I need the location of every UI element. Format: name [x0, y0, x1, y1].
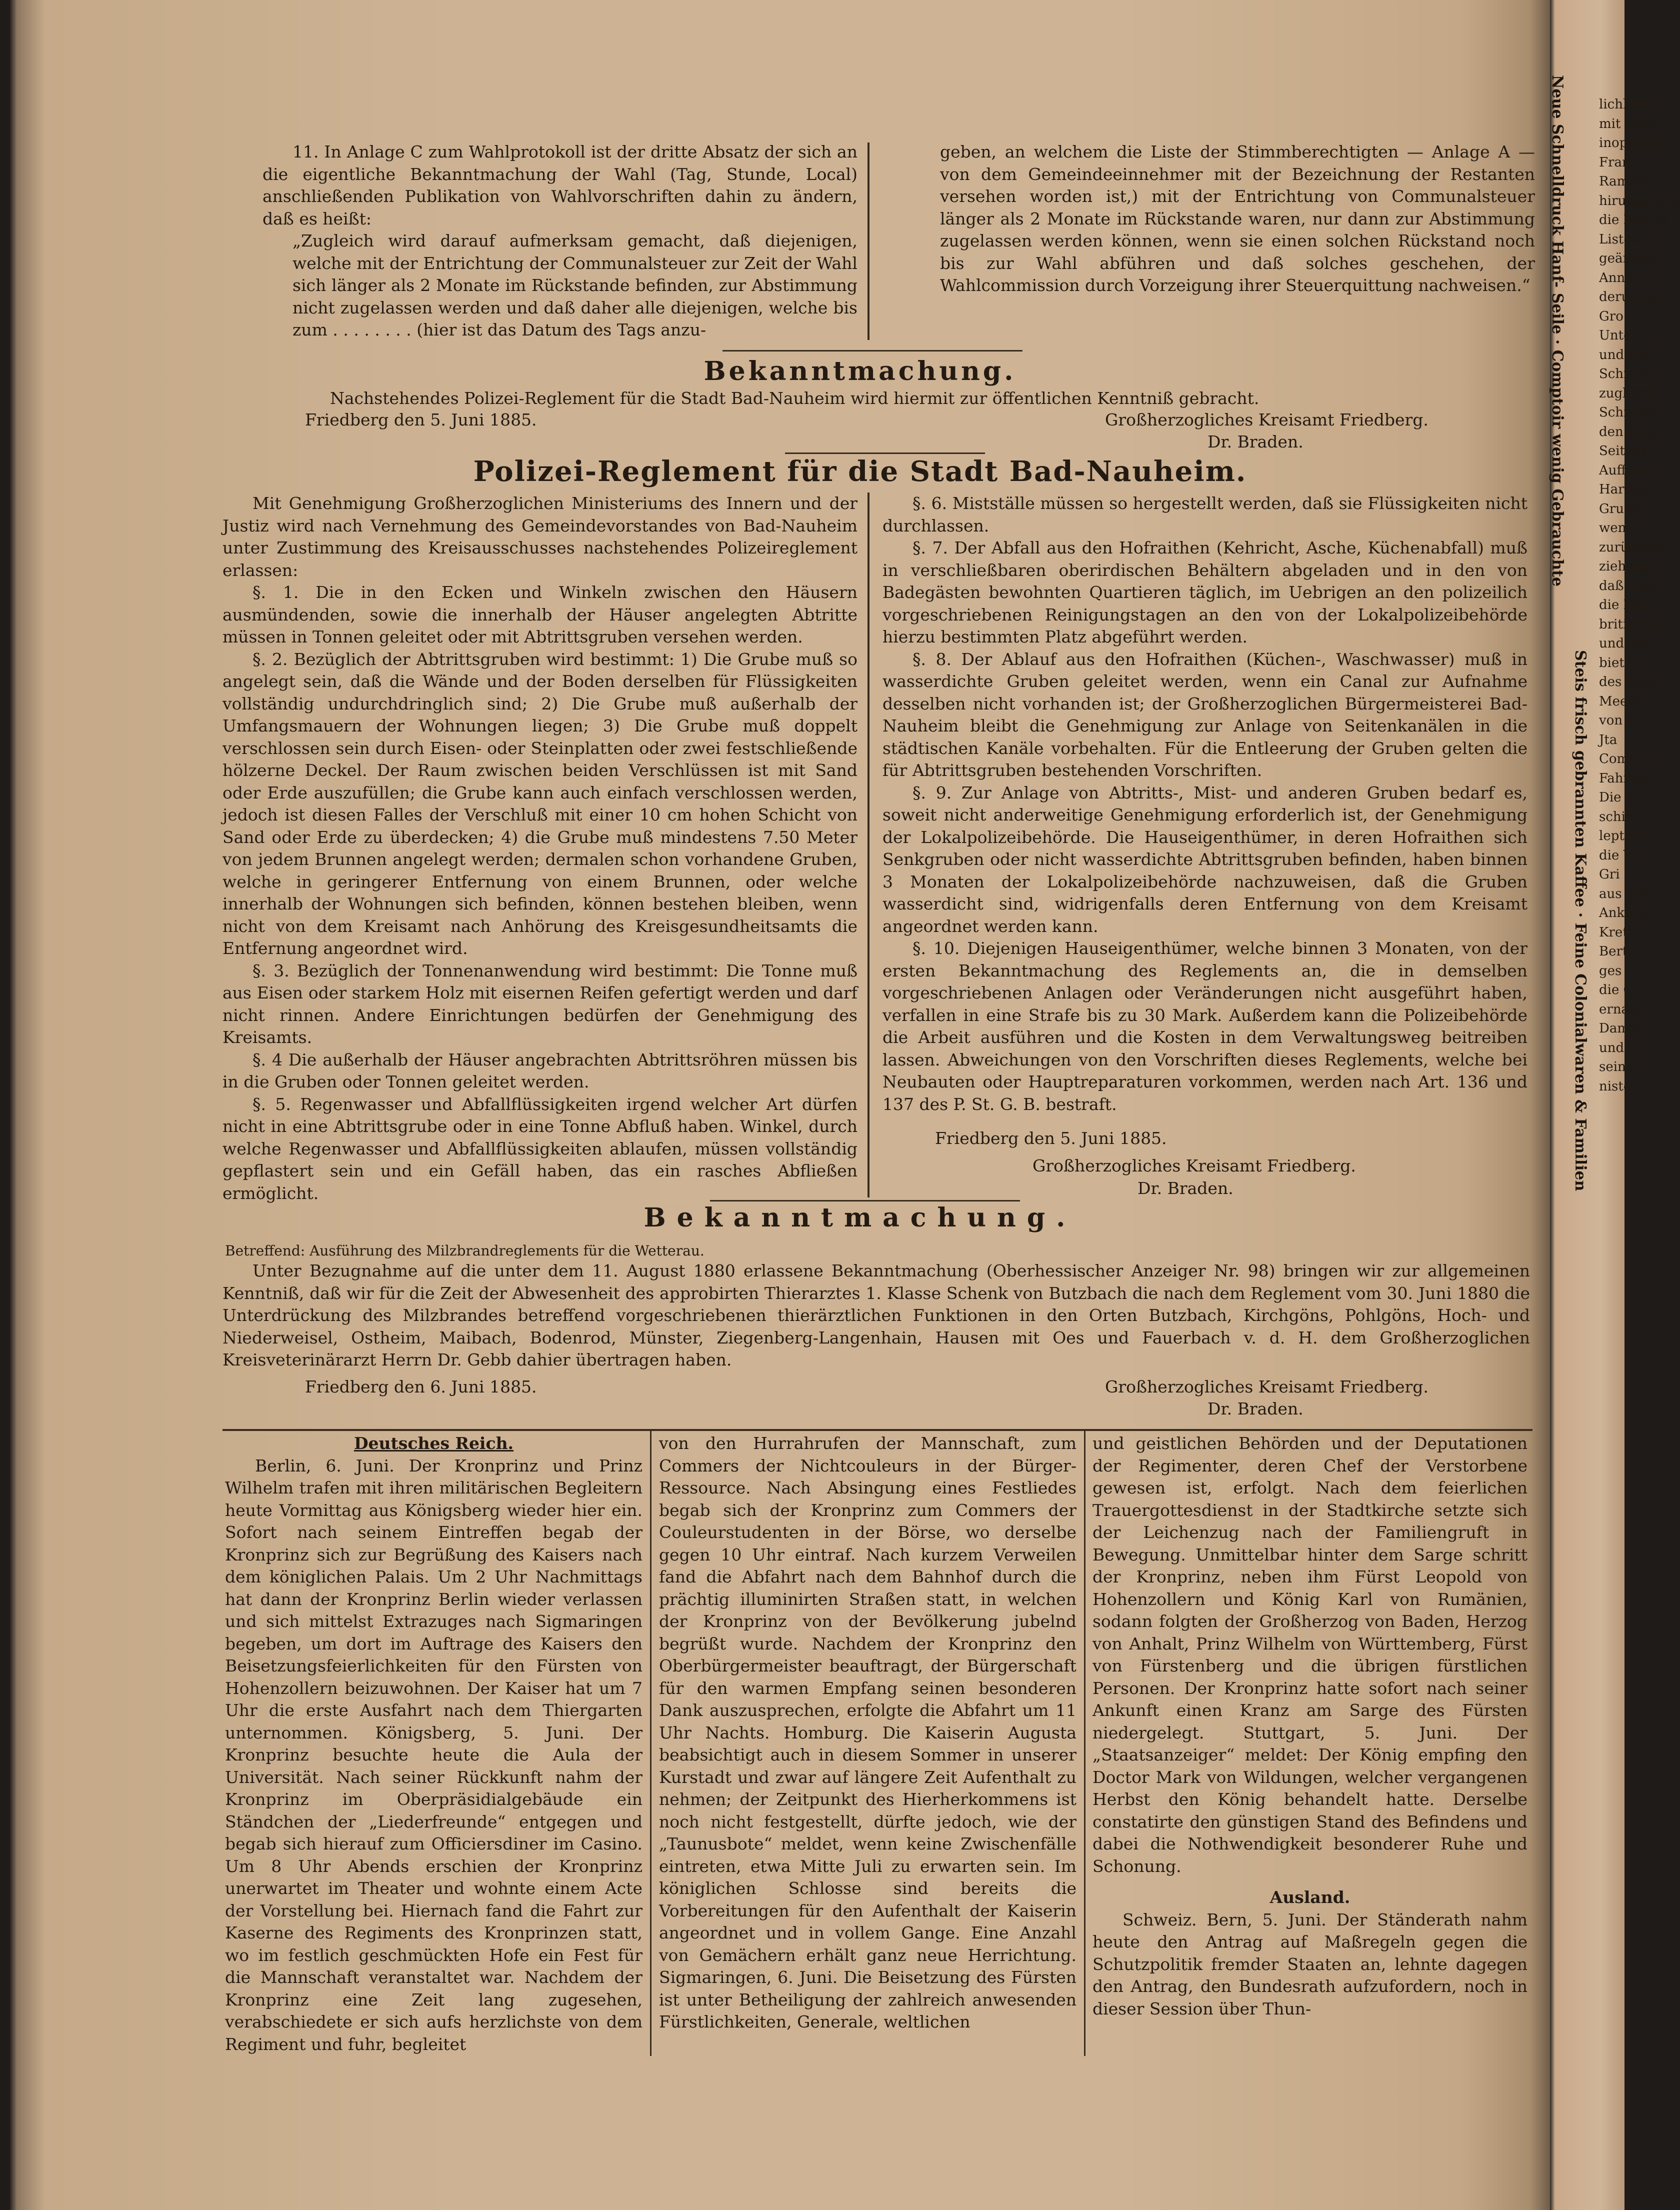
margin-fragment: Listenscru: [1599, 232, 1668, 247]
margin-fragment: Fahrzeu: [1599, 770, 1652, 786]
paragraph-10: §. 10. Diejenigen Hauseigenthümer, welche binnen 3 Monaten, von der ersten Bekanntmachung des Reglements an, die in demselben vorgeschriebenen Anlagen oder Veränderungen nicht ausgeführt haben, verfallen in eine Strafe bis zu 30 Mark. Außerdem kann die Polizeibehörde die Arbeit ausführen und die Kosten in dem Verwaltungsweg beitreiben lassen. Abweichungen von den Vorschriften dieses Reglements, welche bei Neubauten oder Hauptreparaturen vorkommen, werden nach Art. 136 und 137 des P. St. G. B. bestraft.: [882, 938, 1528, 1114]
margin-fragment: Commiss: [1599, 752, 1659, 766]
news-column-rule-1: [650, 1431, 652, 2056]
news-column-3-ausland-text: Schweiz. Bern, 5. Juni. Der Ständerath nahm heute den Antrag auf Maßregeln gegen die Schutzpolitik fremder Staaten an, lehnte dagegen den Antrag, den Bundesrath aufzufordern, noch in dieser Session über Thun-: [1092, 1910, 1528, 2018]
margin-fragment: ernannt: [1599, 1002, 1651, 1017]
margin-fragment: Rammer: [1599, 174, 1656, 189]
top-right-column: [940, 141, 1535, 297]
rule-3: [710, 1200, 1020, 1202]
reglement-title: Polizei-Reglement für die Stadt Bad-Nauheim.: [473, 455, 1247, 488]
reglement-column-rule: [868, 492, 870, 1198]
margin-fragment: die Nige: [1599, 598, 1655, 612]
margin-fragment: und Ge: [1599, 1040, 1646, 1056]
paragraph-9: §. 9. Zur Anlage von Abtritts-, Mist- und anderen Gruben bedarf es, soweit nicht anderweitige Genehmigung erforderlich ist, der Genehmigung der Lokalpolizeibehörde. Die Hauseigenthümer, in deren Hofraithen sich Senkgruben oder nicht wasserdichte Abtrittsgruben befinden, haben binnen 3 Monaten der Lokalpolizeibehörde nachzuweisen, daß die Gruben wasserdicht sind, widrigenfalls deren Entfernung von dem Kreisamt angeordnet werden kann.: [882, 782, 1528, 936]
top-right-paragraph: geben, an welchem die Liste der Stimmberechtigten — Anlage A — von dem Gemeindeeinnehmer mit der Bezeichnung der Restanten versehen worden ist,) mit der Entrichtung von Communalsteuer länger als 2 Monate im Rückstande waren, nur dann zur Abstimmung zugelassen werden können, wenn sie einen solchen Rückstand noch bis zur Wahl abführen und daß solches geschehen, der Wahlcommission durch Vorzeigung ihrer Steuerquittung nachweisen.“: [940, 142, 1535, 295]
section-heading-deutsches-reich: Deutsches Reich.: [354, 1434, 514, 1453]
margin-fragment: britischen: [1599, 616, 1666, 632]
news-column-2: [659, 1432, 1076, 2034]
paragraph-6: §. 6. Mistställe müssen so hergestellt werden, daß sie Flüssigkeiten nicht durchlassen.: [882, 494, 1528, 536]
paragraph-5: §. 5. Regenwasser und Abfallflüssigkeiten irgend welcher Art dürfen nicht in eine Abtrittsgrube oder in eine Tonne Abfluß haben. Winkel, durch welche Regenwasser und Abfallflüssigkeiten ablaufen, müssen vollständig gepflastert sein und ein Gefäll haben, das ein rasches Abfließen ermöglicht.: [222, 1094, 858, 1203]
margin-fragment: die Verb: [1599, 848, 1654, 863]
margin-fragment: Harting: [1599, 482, 1650, 497]
reglement-intro: Mit Genehmigung Großherzoglichen Ministeriums des Innern und der Justiz wird nach Vernehmung des Gemeindevorstandes von Bad-Nauheim unter Zustimmung des Kreisausschusses nachstehendes Polizeireglement erlassen:: [222, 494, 858, 580]
notice1-text: Nachstehendes Polizei-Reglement für die Stadt Bad-Nauheim wird hiermit zur öffentlichen Kenntniß gebracht.: [330, 388, 1260, 408]
margin-fragment: seine C: [1599, 1060, 1648, 1074]
news-top-rule: [222, 1429, 1532, 1431]
margin-fragment: Ankunft: [1599, 906, 1652, 920]
paragraph-7: §. 7. Der Abfall aus den Hofraithen (Kehricht, Asche, Küchenabfall) muß in verschließbaren oberirdischen Behältern abgeladen und in den von Badegästen bewohnten Quartieren täglich, im Uebrigen an den polizeilich vorgeschriebenen Reinigungstagen an den von der Lokalpolizeibehörde hierzu bestimmten Platz abgeführt werden.: [882, 538, 1528, 646]
margin-fragment: nister: [1599, 1078, 1638, 1094]
notice2-text: Unter Bezugnahme auf die unter dem 11. August 1880 erlassene Bekanntmachung (Oberhessischer Anzeiger Nr. 98) bringen wir zur allgemeinen Kenntniß, daß wir für die Zeit der Abwesenheit des approbirten Thierarztes 1. Klasse Schenk von Butzbach die nach dem Reglement vom 30. Juni 1880 die Unterdrückung des Milzbrandes betreffend vorgeschriebenen thierärztlichen Funktionen in den Orten Butzbach, Kirchgöns, Pohlgöns, Hoch- und Niederweisel, Ostheim, Maibach, Bodenrod, Münster, Ziegenberg-Langenhain, Hausen mit Oes und Fauerbach v. d. H. dem Großherzoglichen Kreisveterinärarzt Herrn Dr. Gebb dahier übertragen haben.: [222, 1261, 1530, 1370]
newspaper-page: [10, 0, 1550, 2210]
paragraph-8: §. 8. Der Ablauf aus den Hofraithen (Küchen-, Waschwasser) muß in wasserdichte Gruben geleitet werden, wenn ein Canal zur Aufnahme desselben nicht vorhanden ist; der Großherzoglichen Bürgermeisterei Bad-Nauheim bleibt die Genehmigung zur Anlage von Seitenkanälen in die städtischen Kanäle vorbehalten. Für die Entleerung der Gruben gelten die für Abtrittsgruben bestehenden Vorschriften.: [882, 649, 1528, 780]
margin-fragment: Jta: [1599, 732, 1618, 748]
margin-fragment: Fran: [1599, 154, 1630, 170]
notice1-title: Bekanntmachung.: [704, 356, 1016, 386]
paragraph-3: §. 3. Bezüglich der Tonnenanwendung wird bestimmt: Die Tonne muß aus Eisen oder starkem Holz mit eisernen Reifen gefertigt werden und darf nicht rinnen. Andere Einrichtungen bedürfen der Genehmigung des Kreisamts.: [222, 960, 858, 1047]
news-column-1-text: Berlin, 6. Juni. Der Kronprinz und Prinz Wilhelm trafen mit ihren militärischen Begleitern heute Vormittag aus Königsberg wieder hier ein. Sofort nach seinem Eintreffen begab der Kronprinz sich zur Begrüßung des Kaisers nach dem königlichen Palais. Um 2 Uhr Nachmittags hat dann der Kronprinz Berlin wieder verlassen und sich mittelst Extrazuges nach Sigmaringen begeben, um dort im Auftrage des Kaisers den Beisetzungsfeierlichkeiten für den Fürsten von Hohenzollern beizuwohnen. Der Kaiser hat um 7 Uhr die erste Ausfahrt nach dem Thiergarten unternommen. Königsberg, 5. Juni. Der Kronprinz besuchte heute die Aula der Universität. Nach seiner Rückkunft nahm der Kronprinz im Oberpräsidialgebäude ein Ständchen der „Liederfreunde“ entgegen und begab sich hierauf zum Officiersdiner im Casino. Um 8 Uhr Abends erschien der Kronprinz unerwartet im Theater und wohnte einem Acte der Vorstellung bei. Hiernach fand die Fahrt zur Kaserne des Regiments des Kronprinzen statt, wo im festlich geschmückten Hofe ein Fest für die Mannschaft veranstaltet war. Nachdem der Kronprinz eine Zeit lang zugesehen, verabschiedete er sich aufs herzlichste von dem Regiment und fuhr, begleitet: [225, 1456, 642, 2054]
margin-fragment: hirungsgese: [1599, 193, 1680, 208]
margin-fragment: Gri: [1599, 867, 1620, 882]
news-column-3-text: und geistlichen Behörden und der Deputationen der Regimenter, deren Chef der Verstorbene gewesen ist, erfolgt. Nach dem feierlichen Trauergottesdienst in der Stadtkirche setzte sich der Leichenzug nach der Familiengruft in Bewegung. Unmittelbar hinter dem Sarge schritt der Kronprinz, neben ihm Fürst Leopold von Hohenzollern und König Karl von Rumänien, sodann folgten der Großherzog von Baden, Herzog von Anhalt, Prinz Wilhelm von Württemberg, Fürst von Fürstenberg und die übrigen fürstlichen Personen. Der Kronprinz hatte sofort nach seiner Ankunft einen Kranz am Sarge des Fürsten niedergelegt. Stuttgart, 5. Juni. Der „Staatsanzeiger“ meldet: Der König empfing den Doctor Mark von Wildungen, welcher vergangenen Herbst den König behandelt hatte. Derselbe constatirte den günstigen Stand des Befindens und dabei die Nothwendigkeit besonderer Ruhe und Schonung.: [1092, 1434, 1528, 1876]
margin-fragment: die Befugt: [1599, 212, 1668, 228]
margin-fragment: schiff: [1599, 809, 1635, 824]
margin-fragment: Schiedsg: [1599, 366, 1659, 382]
section-heading-ausland: Ausland.: [1270, 1888, 1350, 1907]
paragraph-1: §. 1. Die in den Ecken und Winkeln zwischen den Häusern ausmündenden, sowie die innerhalb der Häuser angelegten Abtritte müssen in Tonnen geleitet oder mit Abtrittsgruben versehen werden.: [222, 582, 858, 646]
margin-fragment: Die C: [1599, 790, 1636, 805]
margin-fragment: derungen.: [1599, 290, 1666, 304]
margin-fragment: des Nige: [1599, 674, 1658, 690]
rule-2: [785, 452, 985, 454]
margin-fragment: den Aufg: [1599, 424, 1658, 440]
margin-vertical-text-1: Neue Schnelldruck Hanf- Seile · Comptoir wenig Gebrauchte: [1548, 75, 1566, 587]
margin-fragment: Aufforde: [1599, 462, 1656, 478]
margin-fragment: Seitens: [1599, 444, 1648, 458]
margin-fragment: Schiedsr: [1599, 405, 1657, 420]
margin-fragment: Unterhau: [1599, 328, 1662, 343]
reglement-place-date: Friedberg den 5. Juni 1885.: [935, 1128, 1167, 1148]
top-left-column: [262, 141, 858, 342]
margin-vertical-text-2: Steis frisch gebrannten Kaffee · Feine Colonialwaren & Familien: [1572, 650, 1589, 1192]
news-column-3: [1092, 1432, 1528, 2020]
margin-fragment: geändert: [1599, 251, 1659, 266]
margin-fragment: inopportun: [1599, 136, 1672, 150]
margin-fragment: die Cz: [1599, 982, 1640, 998]
margin-fragment: Gro: [1599, 308, 1624, 324]
margin-fragment: zurückgeh: [1599, 540, 1668, 555]
news-column-rule-2: [1084, 1431, 1086, 2056]
reglement-authority: Großherzogliches Kreisamt Friedberg.: [1032, 1156, 1356, 1176]
top-left-paragraph: 11. In Anlage C zum Wahlprotokoll ist der dritte Absatz der sich an die eigentliche Bekanntmachung der Wahl (Tag, Stunde, Local) anschließenden Publikation von Wahlvorschriften dahin zu ändern, daß es heißt:: [262, 142, 858, 228]
notice1-place-date: Friedberg den 5. Juni 1885.: [305, 410, 537, 430]
notice1-signer: Dr. Braden.: [1208, 432, 1304, 452]
margin-fragments: [1599, 95, 1680, 1096]
margin-fragment: Meere,: [1599, 694, 1646, 709]
reglement-left-column: [222, 492, 858, 1204]
margin-fragment: ges: [1599, 963, 1622, 978]
margin-fragment: Berta: [1599, 944, 1636, 959]
margin-fragment: zugleich: [1599, 386, 1654, 401]
margin-fragment: Kreta,: [1599, 924, 1640, 940]
notice2-place-date: Friedberg den 6. Juni 1885.: [305, 1377, 537, 1396]
margin-fragment: lepten C: [1599, 828, 1655, 844]
rule-1: [722, 350, 1022, 352]
news-column-1: [225, 1432, 642, 2056]
margin-fragment: von Zu: [1599, 713, 1644, 728]
notice2-subject: Betreffend: Ausführung des Milzbrandreglements für die Wetterau.: [225, 1242, 704, 1259]
notice2-title: Bekanntmachung.: [644, 1202, 1076, 1233]
margin-fragment: mit Dent: [1599, 116, 1657, 132]
margin-fragment: lichkeit be: [1599, 97, 1668, 112]
paragraph-4: §. 4 Die außerhalb der Häuser angebrachten Abtrittsröhren müssen bis in die Gruben oder Tonnen geleitet werden.: [222, 1050, 858, 1092]
margin-fragment: biete an: [1599, 655, 1652, 670]
margin-fragment: Grund,: [1599, 501, 1645, 516]
news-column-2-text: von den Hurrahrufen der Mannschaft, zum Commers der Nichtcouleurs in der Bürger-Ressource. Nach Absingung eines Festliedes begab sich der Kronprinz zum Commers der Couleurstudenten in der Börse, wo derselbe gegen 10 Uhr eintraf. Nach kurzem Verweilen fand die Abfahrt nach dem Bahnhof durch die prächtig illuminirten Straßen statt, in welchen der Kronprinz von der Bevölkerung jubelnd begrüßt wurde. Nachdem der Kronprinz den Oberbürgermeister beauftragt, der Bürgerschaft für den warmen Empfang seinen besonderen Dank auszusprechen, erfolgte die Abfahrt um 11 Uhr Nachts. Homburg. Die Kaiserin Augusta beabsichtigt auch in diesem Sommer in unserer Kurstadt und zwar auf längere Zeit Aufenthalt zu nehmen; der Zeitpunkt des Hierherkommens ist noch nicht festgestellt, dürfte jedoch, wie der „Taunusbote“ meldet, wenn keine Zwischenfälle eintreten, etwa Mitte Juli zu erwarten sein. Im königlichen Schlosse sind bereits die Vorbereitungen für den Aufenthalt der Kaiserin angeordnet und in vollem Gange. Eine Anzahl von Gemächern erhält ganz neue Herrichtung. Sigmaringen, 6. Juni. Die Beisetzung des Fürsten ist unter Betheiligung der zahlreich anwesenden Fürstlichkeiten, Generale, weltlichen: [659, 1434, 1076, 2032]
notice2-authority: Großherzogliches Kreisamt Friedberg.: [1105, 1377, 1428, 1396]
margin-fragment: und ruff: [1599, 347, 1652, 362]
paragraph-2: §. 2. Bezüglich der Abtrittsgruben wird bestimmt: 1) Die Grube muß so angelegt sein, daß die Wände und der Boden derselben für Flüssigkeiten vollständig undurchdringlich sind; 2) Die Grube muß außerhalb der Umfangsmauern der Wohnungen liegen; 3) Die Grube muß doppelt verschlossen sein durch Eisen- oder Steinplatten oder zwei festschließende hölzerne Deckel. Der Raum zwischen beiden Verschlüssen ist mit Sand oder Erde auszufüllen; die Grube kann auch einfach verschlossen werden, jedoch ist diesen Falles der Verschluß mit einer 10 cm hohen Schicht von Sand oder Erde zu überdecken; 4) die Grube muß mindestens 7.50 Meter von jedem Brunnen angelegt werden; dermalen schon vorhandene Gruben, welche in geringerer Entfernung von einem Brunnen, oder welche innerhalb der Wohnungen sich befinden, können bestehen bleiben, wenn nicht von dem Kreisamt nach Anhörung des Kreisgesundheitsamts die Entfernung angeordnet wird.: [222, 649, 858, 958]
margin-fragment: Dampf: [1599, 1021, 1643, 1036]
notice1-authority: Großherzogliches Kreisamt Friedberg.: [1105, 410, 1428, 430]
margin-fragment: ziehung: [1599, 559, 1652, 574]
margin-fragment: wenn,: [1599, 520, 1639, 536]
margin-fragment: Annahme: [1599, 270, 1662, 286]
top-left-quote: „Zugleich wird darauf aufmerksam gemacht, daß diejenigen, welche mit der Entrichtung der Communalsteuer zur Zeit der Wahl sich länger als 2 Monate im Rückstande befinden, zur Abstimmung nicht zugelassen werden und daß daher alle diejenigen, welche bis zum . . . . . . . . (hier ist das Datum des Tags anzu-: [292, 231, 858, 340]
top-column-rule: [868, 142, 870, 340]
margin-fragment: aus Can: [1599, 886, 1652, 902]
reglement-signer: Dr. Braden.: [1138, 1178, 1234, 1198]
reglement-right-column: [882, 492, 1528, 1116]
notice2-signer: Dr. Braden.: [1208, 1399, 1304, 1418]
adjacent-page-edge: [1548, 0, 1680, 2210]
margin-fragment: daß unte: [1599, 578, 1658, 594]
margin-fragment: und der: [1599, 636, 1650, 651]
